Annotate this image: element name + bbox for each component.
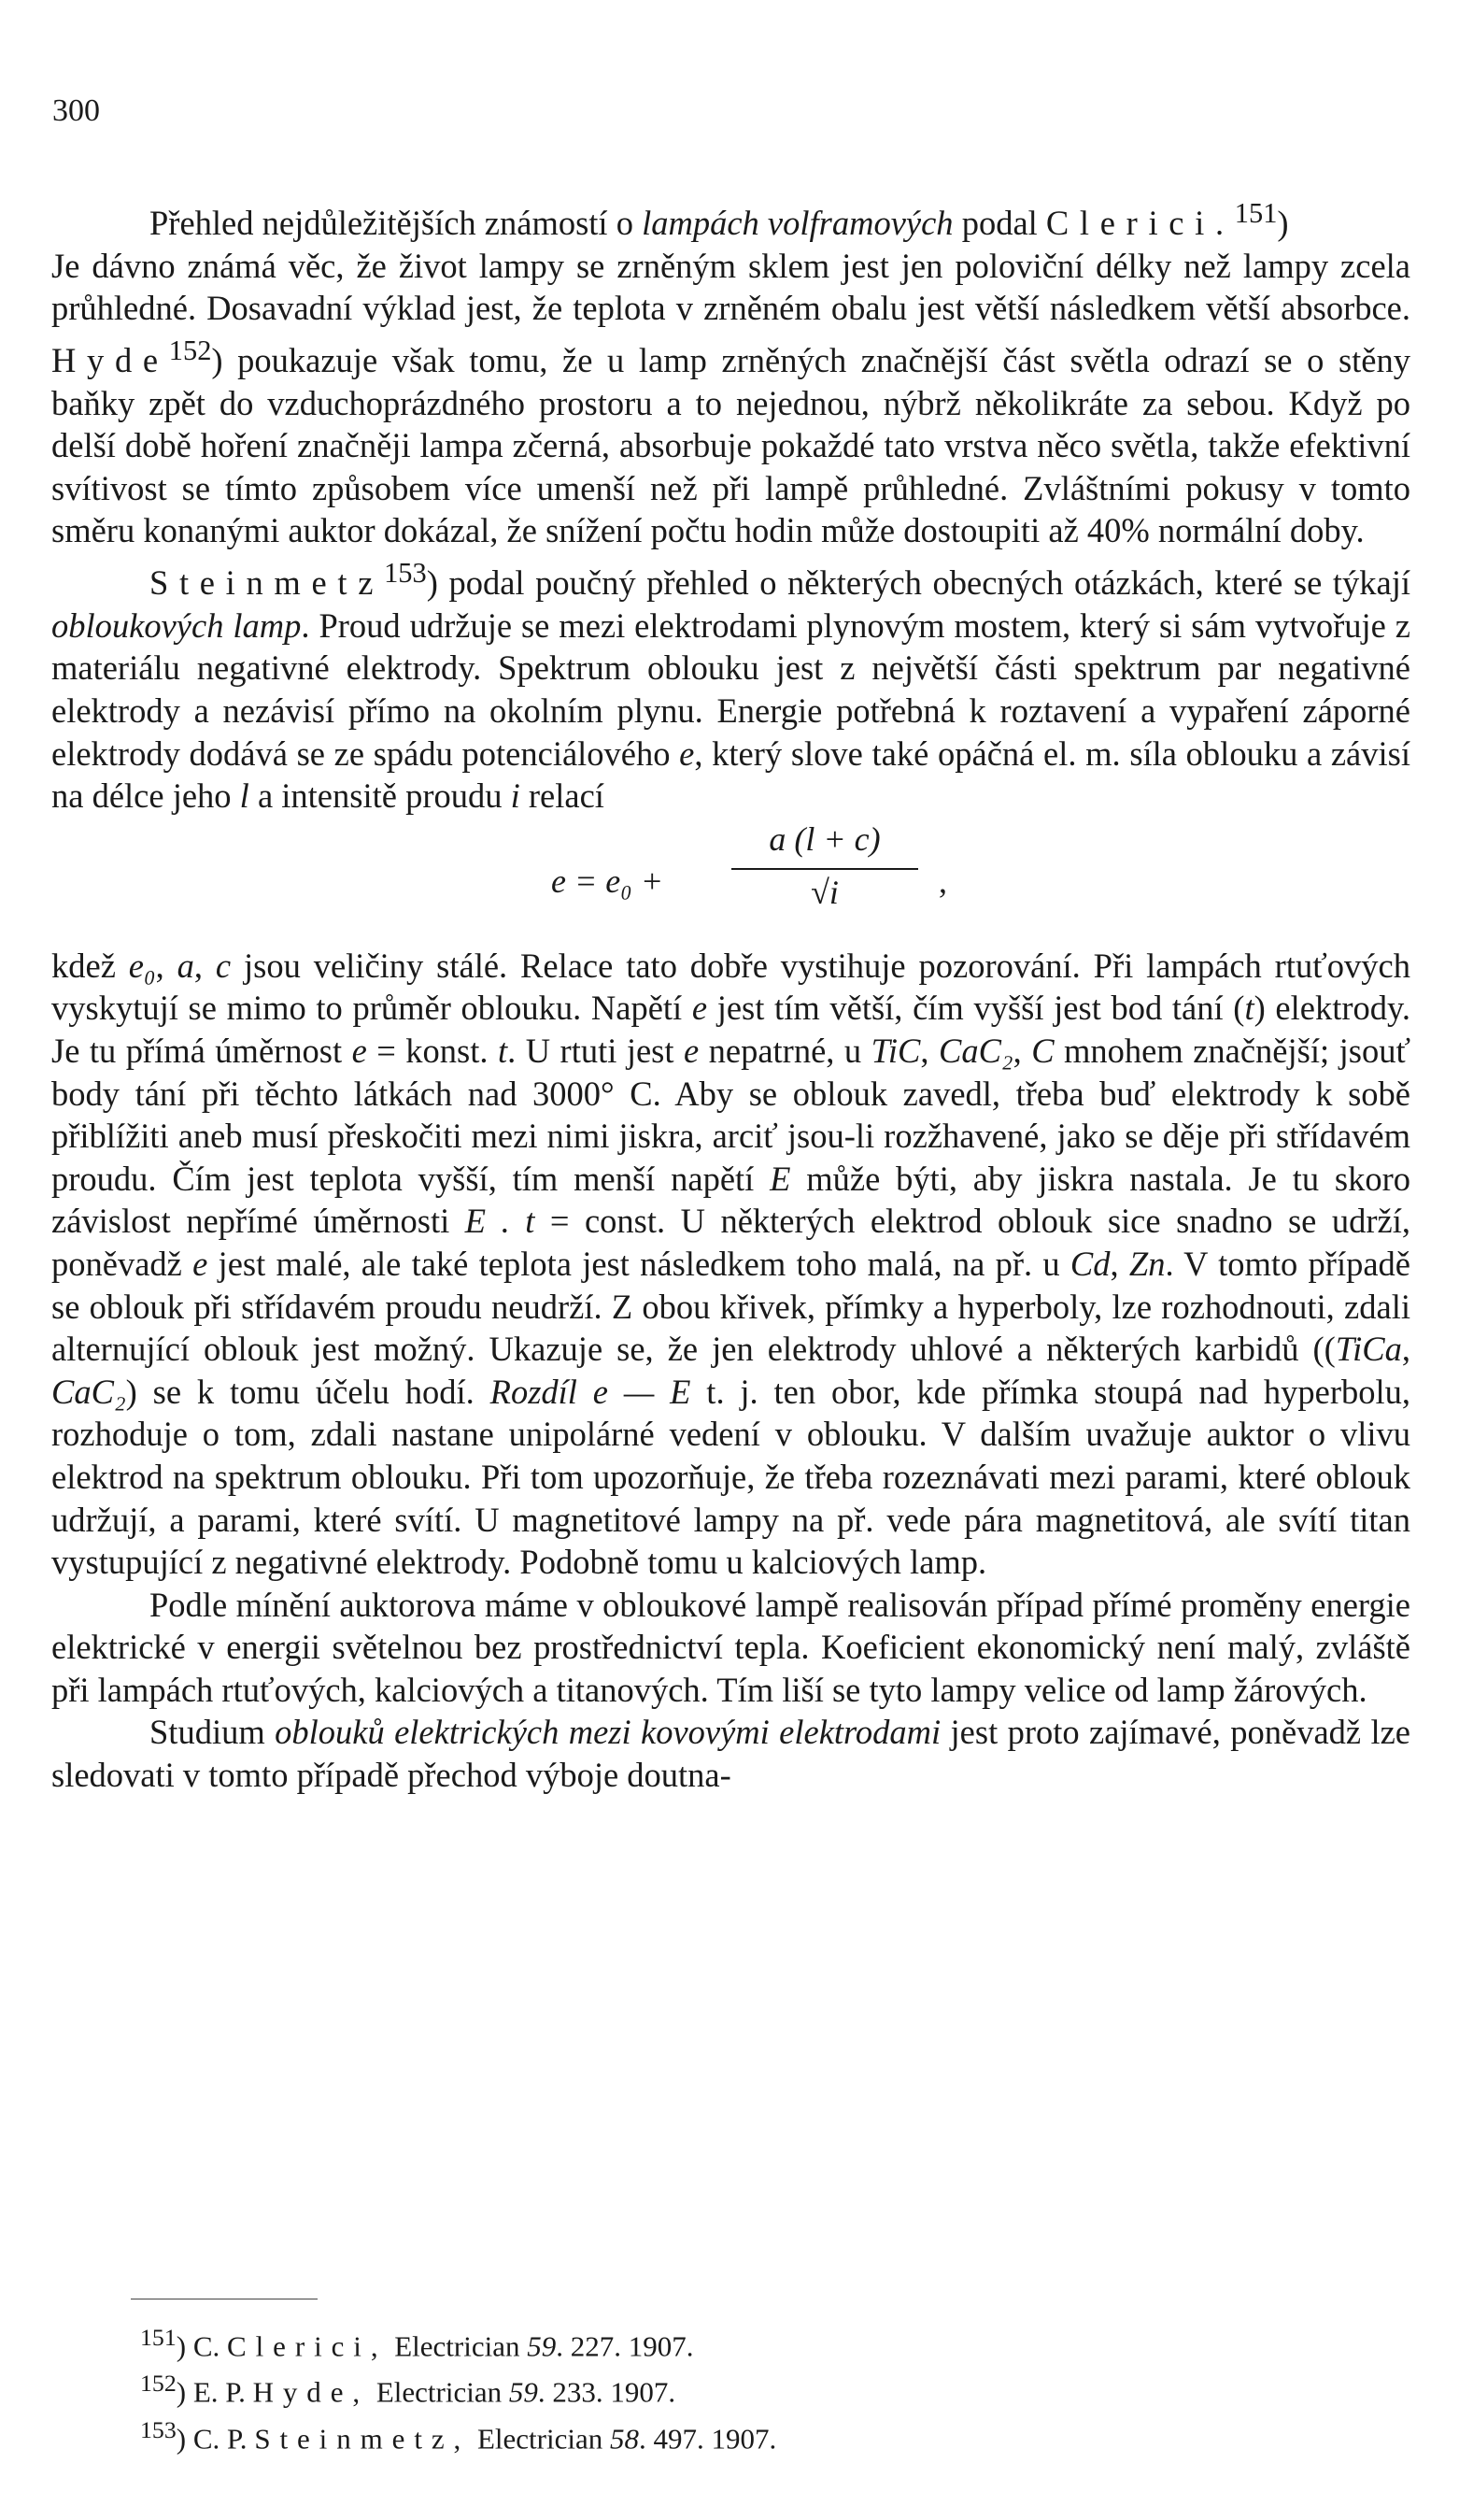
formula-numerator: a (l + c): [769, 819, 881, 858]
author-name: Steinmetz: [149, 563, 385, 603]
formula-denominator: √i: [811, 873, 839, 911]
author-name: Clerici,: [227, 2329, 388, 2363]
author-name: Steinmetz,: [254, 2421, 471, 2455]
footnote-152: $^{152}$) E. P. Hyde, Electrician 59. 233. 1907.: [140, 2370, 676, 2409]
body-text: [51, 192, 1410, 1797]
author-name: Hyde: [51, 341, 169, 380]
math-variable: e: [679, 733, 695, 773]
footnote-153: $^{153}$) C. P. Steinmetz, Electrician 58. 497. 1907.: [140, 2415, 777, 2455]
paragraph-6: Studium oblouků elektrických mezi kovovými elektrodami jest proto zajímavé, poněvadž lze sledovati v tomto případě přechod výboje doutna-: [51, 1713, 1411, 1795]
footnote-number: 152: [140, 2370, 177, 2398]
paragraph-5: Podle mínění auktorova máme v obloukové lampě realisován případ přímé proměny energie elektrické v energii světelnou bez prostřednictví tepla. Koeficient ekonomický není malý, zvláště při lampách rtuťových, kalciových a titanových. Tím liší se tyto lampy velice od lamp žárových.: [51, 1585, 1410, 1709]
emphasis-text: oblouků elektrických mezi kovovými elektrodami: [275, 1713, 942, 1752]
formula-comma: ,: [939, 861, 947, 900]
page-number: 300: [52, 93, 100, 128]
footnote-ref: 151: [1234, 197, 1278, 229]
formula-lhs: e = e₀ +: [551, 861, 664, 900]
author-name: Hyde,: [252, 2375, 370, 2409]
footnote-ref: 152: [168, 334, 212, 366]
formula: [51, 818, 1410, 945]
emphasis-text: lampách volframových: [642, 204, 954, 243]
footnote-ref: 153: [384, 557, 427, 590]
footnote-151: $^{151}$) C. Clerici, Electrician 59. 227. 1907.: [140, 2324, 694, 2363]
footnote-number: 151: [140, 2324, 177, 2351]
emphasis-text: obloukových lamp: [51, 605, 302, 645]
math-variable: i: [510, 776, 520, 816]
paragraph-2: Je dávno známá věc, že život lampy se zrněným sklem jest jen poloviční délky než lampy zcela průhledné. Dosavadní výklad jest, že teplota v zrněném obalu jest větší následkem větší absorbce. Hyde$^{152}$) poukazuje však tomu, že u lamp zrněných značnější část světla odrazí se o stěny baňky zpět do vzduchoprázdného prostoru a to nejednou, nýbrž několikráte za sebou. Když po delší době hoření značněji lampa zčerná, absorbuje pokaždé tato vrstva něco světla, takže efektivní svítivost se tímto způsobem více umenší než při lampě průhledné. Zvláštními pokusy v tomto směru konanými auktor dokázal, že snížení počtu hodin může dostoupiti až 40% normální doby.: [51, 246, 1410, 550]
footnote-number: 153: [140, 2415, 177, 2443]
formula-fraction: [731, 818, 918, 915]
author-name: Clerici.: [1045, 204, 1235, 243]
paragraph-4: kdež e₀, a, c jsou veličiny stálé. Relace tato dobře vystihuje pozorování. Při lampách rtuťových vyskytují se mimo to průměr oblouku. Napětí e jest tím větší, čím vyšší jest bod tání (t) elektrody. Je tu přímá úměrnost e = konst. t. U rtuti jest e nepatrné, u TiC, CaC₂, C mnohem značnější; jsouť body tání při těchto látkách nad 3000° C. Aby se oblouk zavedl, třeba buď elektrody k sobě přiblížiti aneb musí přeskočiti mezi nimi jiskra, arciť jsou-li rozžhavené, jako se děje při střídavém proudu. Čím jest teplota vyšší, tím menší napětí E může býti, aby jiskra nastala. Je tu skoro závislost nepřímé úměrnosti E . t = const. U některých elektrod oblouk sice snadno se udrží, poněvadž e jest malé, ale také teplota jest následkem toho malá, na př. u Cd, Zn. V tomto případě se oblouk při střídavém proudu neudrží. Z obou křivek, přímky a hyperboly, lze rozhodnouti, zdali alternující oblouk jest možný. Ukazuje se, že jen elektrody uhlové a některých karbidů ((TiCa, CaC₂) se k tomu účelu hodí. Rozdíl e — E t. j. ten obor, kde přímka stoupá nad hyperbolu, rozhoduje o tom, zdali nastane unipolárné vedení v oblouku. V dalším uvažuje auktor o vlivu elektrod na spektrum oblouku. Při tom upozorňuje, že třeba rozeznávati mezi parami, které oblouk udržují, a parami, které svítí. U magnetitové lampy na př. vede pára magnetitová, ale svítí titan vystupující z negativné elektrody. Podobně tomu u kalciových lamp.: [51, 946, 1411, 1582]
footnotes: [140, 2319, 776, 2457]
paragraph-1: Přehled nejdůležitějších známostí o lampách volframových podal Clerici.$^{151}$): [149, 197, 1289, 243]
math-variable: l: [239, 776, 249, 816]
paragraph-3: Steinmetz$^{153}$) podal poučný přehled o některých obecných otázkách, které se týkají obloukových lamp. Proud udržuje se mezi elektrodami plynovým mostem, který si sám vytvořuje z materiálu negativné elektrody. Spektrum oblouku jest z největší části spektrum par negativné elektrody a nezávisí přímo na okolním plynu. Energie potřebná k roztavení a vypaření záporné elektrody dodává se ze spádu potenciálového e, který slove také opáčná el. m. síla oblouku a závisí na délce jeho l a intensitě proudu i relací: [51, 557, 1410, 816]
